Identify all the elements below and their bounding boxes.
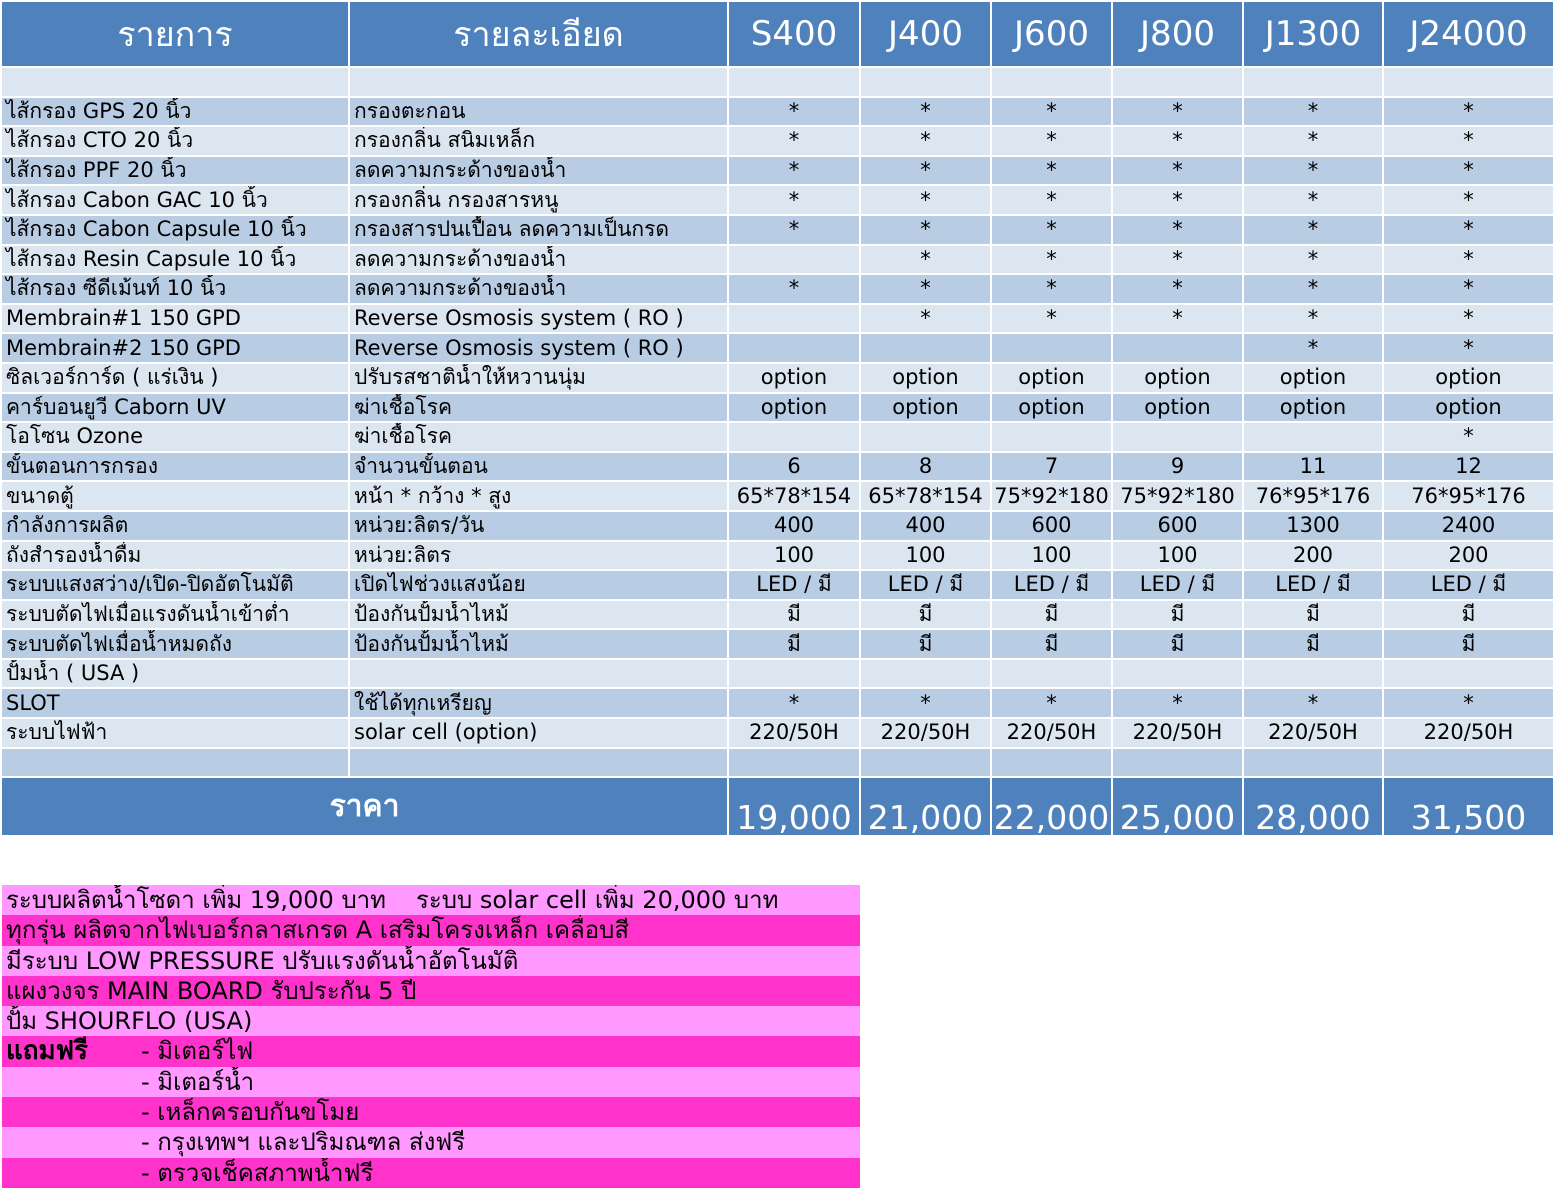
row-detail <box>349 659 728 689</box>
model-value: 600 <box>991 511 1112 541</box>
model-value: 75*92*180 <box>1112 481 1243 511</box>
model-value: * <box>1112 274 1243 304</box>
price-value: 31,500 <box>1383 777 1553 836</box>
model-value: * <box>1383 688 1553 718</box>
model-value: LED / มี <box>1383 570 1553 600</box>
gift-row <box>2 1097 860 1127</box>
model-value <box>1112 748 1243 778</box>
model-value: 200 <box>1383 541 1553 571</box>
model-value: * <box>860 245 991 275</box>
row-item: ไส้กรอง Cabon Capsule 10 นิ้ว <box>1 215 349 245</box>
row-item: กำลังการผลิต <box>1 511 349 541</box>
row-detail: ลดความกระด้างของน้ำ <box>349 156 728 186</box>
model-value: * <box>860 304 991 334</box>
row-item: ระบบแสงสว่าง/เปิด-ปิดอัตโนมัติ <box>1 570 349 600</box>
model-value: 65*78*154 <box>860 481 991 511</box>
model-value <box>728 333 860 363</box>
model-value: 100 <box>860 541 991 571</box>
row-item: ไส้กรอง PPF 20 นิ้ว <box>1 156 349 186</box>
model-value: * <box>991 245 1112 275</box>
row-item: ไส้กรอง Cabon GAC 10 นิ้ว <box>1 185 349 215</box>
spec-row <box>1 97 1553 127</box>
model-value: * <box>1383 245 1553 275</box>
spec-row <box>1 600 1553 630</box>
gift-item: - ตรวจเช็คสภาพน้ำฟรี <box>141 1158 374 1187</box>
note-row <box>2 885 860 915</box>
note-row <box>2 915 860 945</box>
spec-body <box>1 67 1553 777</box>
gift-item: - มิเตอร์ไฟ <box>141 1037 254 1066</box>
model-value: * <box>1112 185 1243 215</box>
model-value: * <box>1383 274 1553 304</box>
model-value <box>860 333 991 363</box>
spec-row <box>1 511 1553 541</box>
spec-row <box>1 304 1553 334</box>
model-value: * <box>860 185 991 215</box>
model-value <box>991 748 1112 778</box>
model-value <box>991 333 1112 363</box>
spec-row <box>1 422 1553 452</box>
model-value <box>1243 422 1383 452</box>
model-value: มี <box>728 600 860 630</box>
model-value <box>728 659 860 689</box>
model-value: LED / มี <box>728 570 860 600</box>
model-value: 220/50H <box>991 718 1112 748</box>
model-value: * <box>1112 304 1243 334</box>
gift-item: - มิเตอร์น้ำ <box>141 1067 255 1096</box>
model-value: * <box>860 156 991 186</box>
model-value: option <box>991 393 1112 423</box>
price-value: 21,000 <box>860 777 991 836</box>
row-detail: Reverse Osmosis system ( RO ) <box>349 333 728 363</box>
model-value: * <box>1243 97 1383 127</box>
model-value: 76*95*176 <box>1243 481 1383 511</box>
model-value: LED / มี <box>1243 570 1383 600</box>
model-value <box>860 67 991 97</box>
model-value: * <box>728 688 860 718</box>
row-item: ระบบตัดไฟเมื่อน้ำหมดถัง <box>1 629 349 659</box>
model-value <box>728 422 860 452</box>
spec-row <box>1 718 1553 748</box>
model-value: 7 <box>991 452 1112 482</box>
model-value: 220/50H <box>1383 718 1553 748</box>
model-value: option <box>728 393 860 423</box>
model-value: * <box>1112 126 1243 156</box>
row-detail <box>349 67 728 97</box>
note-row <box>2 1006 860 1036</box>
model-value <box>991 659 1112 689</box>
model-value: * <box>991 274 1112 304</box>
row-detail: ลดความกระด้างของน้ำ <box>349 245 728 275</box>
model-value: * <box>1383 422 1553 452</box>
model-value: 220/50H <box>1112 718 1243 748</box>
model-value <box>1243 67 1383 97</box>
header-model: J600 <box>991 1 1112 67</box>
row-item: โอโซน Ozone <box>1 422 349 452</box>
spec-row <box>1 541 1553 571</box>
model-value: 220/50H <box>860 718 991 748</box>
gift-row <box>2 1036 860 1066</box>
row-item: ระบบไฟฟ้า <box>1 718 349 748</box>
row-detail: จำนวนขั้นตอน <box>349 452 728 482</box>
spec-row <box>1 333 1553 363</box>
header-model: S400 <box>728 1 860 67</box>
model-value: * <box>1383 185 1553 215</box>
model-value: 400 <box>728 511 860 541</box>
header-model: J1300 <box>1243 1 1383 67</box>
header-row <box>1 1 1553 67</box>
note-solar: ระบบ solar cell เพิ่ม 20,000 บาท <box>415 886 779 914</box>
row-detail: ปรับรสชาติน้ำให้หวานนุ่ม <box>349 363 728 393</box>
row-item: ปั้มน้ำ ( USA ) <box>1 659 349 689</box>
model-value: option <box>1383 363 1553 393</box>
model-value <box>1383 659 1553 689</box>
model-value: 75*92*180 <box>991 481 1112 511</box>
model-value: option <box>1243 393 1383 423</box>
model-value: มี <box>1112 600 1243 630</box>
model-value: มี <box>1112 629 1243 659</box>
row-item: ขั้นตอนการกรอง <box>1 452 349 482</box>
model-value: 600 <box>1112 511 1243 541</box>
model-value: มี <box>991 629 1112 659</box>
model-value <box>860 748 991 778</box>
model-value: option <box>1243 363 1383 393</box>
model-value: มี <box>728 629 860 659</box>
model-value: * <box>728 126 860 156</box>
model-value: * <box>1243 274 1383 304</box>
model-value: option <box>1112 363 1243 393</box>
row-detail: ป้องกันปั้มน้ำไหม้ <box>349 600 728 630</box>
price-value: 25,000 <box>1112 777 1243 836</box>
model-value: 6 <box>728 452 860 482</box>
row-item: ถังสำรองน้ำดื่ม <box>1 541 349 571</box>
model-value: * <box>991 126 1112 156</box>
model-value: * <box>991 688 1112 718</box>
model-value: มี <box>860 600 991 630</box>
row-item: ระบบตัดไฟเมื่อแรงดันน้ำเข้าต่ำ <box>1 600 349 630</box>
model-value: 11 <box>1243 452 1383 482</box>
model-value <box>1243 748 1383 778</box>
model-value <box>860 659 991 689</box>
spec-row <box>1 452 1553 482</box>
model-value: 100 <box>1112 541 1243 571</box>
spec-row <box>1 481 1553 511</box>
model-value: * <box>1243 333 1383 363</box>
model-value: * <box>1243 126 1383 156</box>
row-detail: ฆ่าเชื้อโรค <box>349 393 728 423</box>
model-value: option <box>860 393 991 423</box>
row-detail: หน่วย:ลิตร <box>349 541 728 571</box>
model-value <box>860 422 991 452</box>
notes-panel <box>2 885 860 1188</box>
gift-item: - กรุงเทพฯ และปริมณฑล ส่งฟรี <box>141 1128 466 1157</box>
row-item: คาร์บอนยูวี Caborn UV <box>1 393 349 423</box>
model-value <box>1112 67 1243 97</box>
row-item: Membrain#1 150 GPD <box>1 304 349 334</box>
spec-row <box>1 215 1553 245</box>
model-value: * <box>1383 333 1553 363</box>
spec-row <box>1 185 1553 215</box>
price-label: ราคา <box>1 777 728 836</box>
model-value: option <box>860 363 991 393</box>
model-value: 100 <box>991 541 1112 571</box>
spec-row <box>1 659 1553 689</box>
model-value: option <box>1383 393 1553 423</box>
model-value: มี <box>1243 600 1383 630</box>
model-value: 76*95*176 <box>1383 481 1553 511</box>
spec-row <box>1 363 1553 393</box>
model-value: * <box>728 156 860 186</box>
model-value: * <box>1112 245 1243 275</box>
model-value: 1300 <box>1243 511 1383 541</box>
model-value: LED / มี <box>1112 570 1243 600</box>
price-value: 22,000 <box>991 777 1112 836</box>
model-value: * <box>1243 688 1383 718</box>
model-value <box>1383 67 1553 97</box>
spec-row <box>1 629 1553 659</box>
header-detail: รายละเอียด <box>349 1 728 67</box>
note-text: ทุกรุ่น ผลิตจากไฟเบอร์กลาสเกรด A เสริมโครงเหล็ก เคลื่อบสี <box>6 916 630 945</box>
gift-row <box>2 1127 860 1157</box>
model-value: * <box>1383 304 1553 334</box>
model-value: 9 <box>1112 452 1243 482</box>
row-detail: กรองกลิ่น สนิมเหล็ก <box>349 126 728 156</box>
model-value: มี <box>1243 629 1383 659</box>
model-value: * <box>860 126 991 156</box>
row-item: ขนาดตู้ <box>1 481 349 511</box>
model-value: option <box>1112 393 1243 423</box>
model-value: มี <box>860 629 991 659</box>
row-item <box>1 67 349 97</box>
spec-row <box>1 156 1553 186</box>
model-value: 2400 <box>1383 511 1553 541</box>
model-value: * <box>1112 688 1243 718</box>
model-value: LED / มี <box>860 570 991 600</box>
price-value: 19,000 <box>728 777 860 836</box>
row-item: ไส้กรอง CTO 20 นิ้ว <box>1 126 349 156</box>
model-value: * <box>728 97 860 127</box>
spec-row <box>1 245 1553 275</box>
model-value: 65*78*154 <box>728 481 860 511</box>
row-detail: ลดความกระด้างของน้ำ <box>349 274 728 304</box>
note-text: มีระบบ LOW PRESSURE ปรับแรงดันน้ำอัตโนมัติ <box>6 946 519 975</box>
model-value: * <box>991 185 1112 215</box>
header-model: J24000 <box>1383 1 1553 67</box>
model-value: * <box>1243 185 1383 215</box>
price-row <box>1 777 1553 836</box>
row-detail: Reverse Osmosis system ( RO ) <box>349 304 728 334</box>
model-value <box>1112 333 1243 363</box>
model-value: * <box>991 97 1112 127</box>
model-value: * <box>1243 304 1383 334</box>
model-value: 220/50H <box>728 718 860 748</box>
model-value: มี <box>1383 600 1553 630</box>
model-value <box>728 304 860 334</box>
model-value: * <box>860 688 991 718</box>
row-item: ซิลเวอร์การ์ด ( แร่เงิน ) <box>1 363 349 393</box>
model-value: option <box>728 363 860 393</box>
model-value: * <box>860 274 991 304</box>
row-detail: หน้า * กว้าง * สูง <box>349 481 728 511</box>
row-item: SLOT <box>1 688 349 718</box>
model-value <box>1112 422 1243 452</box>
model-value: * <box>991 304 1112 334</box>
spec-row <box>1 126 1553 156</box>
note-soda: ระบบผลิตน้ำโซดา เพิ่ม 19,000 บาท <box>6 886 386 914</box>
row-detail: หน่วย:ลิตร/วัน <box>349 511 728 541</box>
row-item: ไส้กรอง Resin Capsule 10 นิ้ว <box>1 245 349 275</box>
model-value: 12 <box>1383 452 1553 482</box>
model-value: * <box>728 274 860 304</box>
model-value <box>728 748 860 778</box>
row-detail: เปิดไฟช่วงแสงน้อย <box>349 570 728 600</box>
model-value: * <box>1383 97 1553 127</box>
model-value <box>991 422 1112 452</box>
model-value <box>1383 748 1553 778</box>
row-detail: solar cell (option) <box>349 718 728 748</box>
model-value <box>1112 659 1243 689</box>
model-value: * <box>1112 97 1243 127</box>
spec-row <box>1 274 1553 304</box>
spec-row <box>1 688 1553 718</box>
model-value: มี <box>1383 629 1553 659</box>
row-detail: ฆ่าเชื้อโรค <box>349 422 728 452</box>
row-detail: กรองสารปนเปื้อน ลดความเป็นกรด <box>349 215 728 245</box>
gift-item: - เหล็กครอบกันขโมย <box>141 1098 360 1127</box>
row-item <box>1 748 349 778</box>
spec-row <box>1 570 1553 600</box>
header-model: J400 <box>860 1 991 67</box>
row-detail: ป้องกันปั้มน้ำไหม้ <box>349 629 728 659</box>
model-value: * <box>1243 245 1383 275</box>
model-value: มี <box>991 600 1112 630</box>
note-row <box>2 946 860 976</box>
model-value: 8 <box>860 452 991 482</box>
model-value <box>1243 659 1383 689</box>
model-value: * <box>1383 126 1553 156</box>
model-value <box>991 67 1112 97</box>
note-row <box>2 976 860 1006</box>
model-value: 100 <box>728 541 860 571</box>
model-value: * <box>860 215 991 245</box>
model-value: 400 <box>860 511 991 541</box>
model-value: * <box>860 97 991 127</box>
model-value <box>728 67 860 97</box>
row-detail: กรองกลิ่น กรองสารหนู <box>349 185 728 215</box>
row-item: ไส้กรอง ซีดีเม้นท์ 10 นิ้ว <box>1 274 349 304</box>
model-value: * <box>1383 156 1553 186</box>
model-value: * <box>728 185 860 215</box>
row-item: ไส้กรอง GPS 20 นิ้ว <box>1 97 349 127</box>
model-value: option <box>991 363 1112 393</box>
model-value: * <box>1243 215 1383 245</box>
gift-row <box>2 1158 860 1188</box>
gift-label: แถมฟรี <box>6 1036 89 1067</box>
header-item: รายการ <box>1 1 349 67</box>
header-model: J800 <box>1112 1 1243 67</box>
spec-row <box>1 748 1553 778</box>
gift-row <box>2 1067 860 1097</box>
row-item: Membrain#2 150 GPD <box>1 333 349 363</box>
model-value: * <box>728 215 860 245</box>
model-value: * <box>1112 215 1243 245</box>
model-value: 200 <box>1243 541 1383 571</box>
model-value: * <box>991 156 1112 186</box>
spec-row <box>1 67 1553 97</box>
note-text: แผงวงจร MAIN BOARD รับประกัน 5 ปี <box>6 976 417 1005</box>
model-value <box>728 245 860 275</box>
row-detail: ใช้ได้ทุกเหรียญ <box>349 688 728 718</box>
model-value: 220/50H <box>1243 718 1383 748</box>
row-detail: กรองตะกอน <box>349 97 728 127</box>
model-value: * <box>1383 215 1553 245</box>
model-value: * <box>991 215 1112 245</box>
price-value: 28,000 <box>1243 777 1383 836</box>
row-detail <box>349 748 728 778</box>
note-text: ปั้ม SHOURFLO (USA) <box>6 1007 253 1036</box>
model-value: * <box>1243 156 1383 186</box>
spec-row <box>1 393 1553 423</box>
model-value: LED / มี <box>991 570 1112 600</box>
model-value: * <box>1112 156 1243 186</box>
